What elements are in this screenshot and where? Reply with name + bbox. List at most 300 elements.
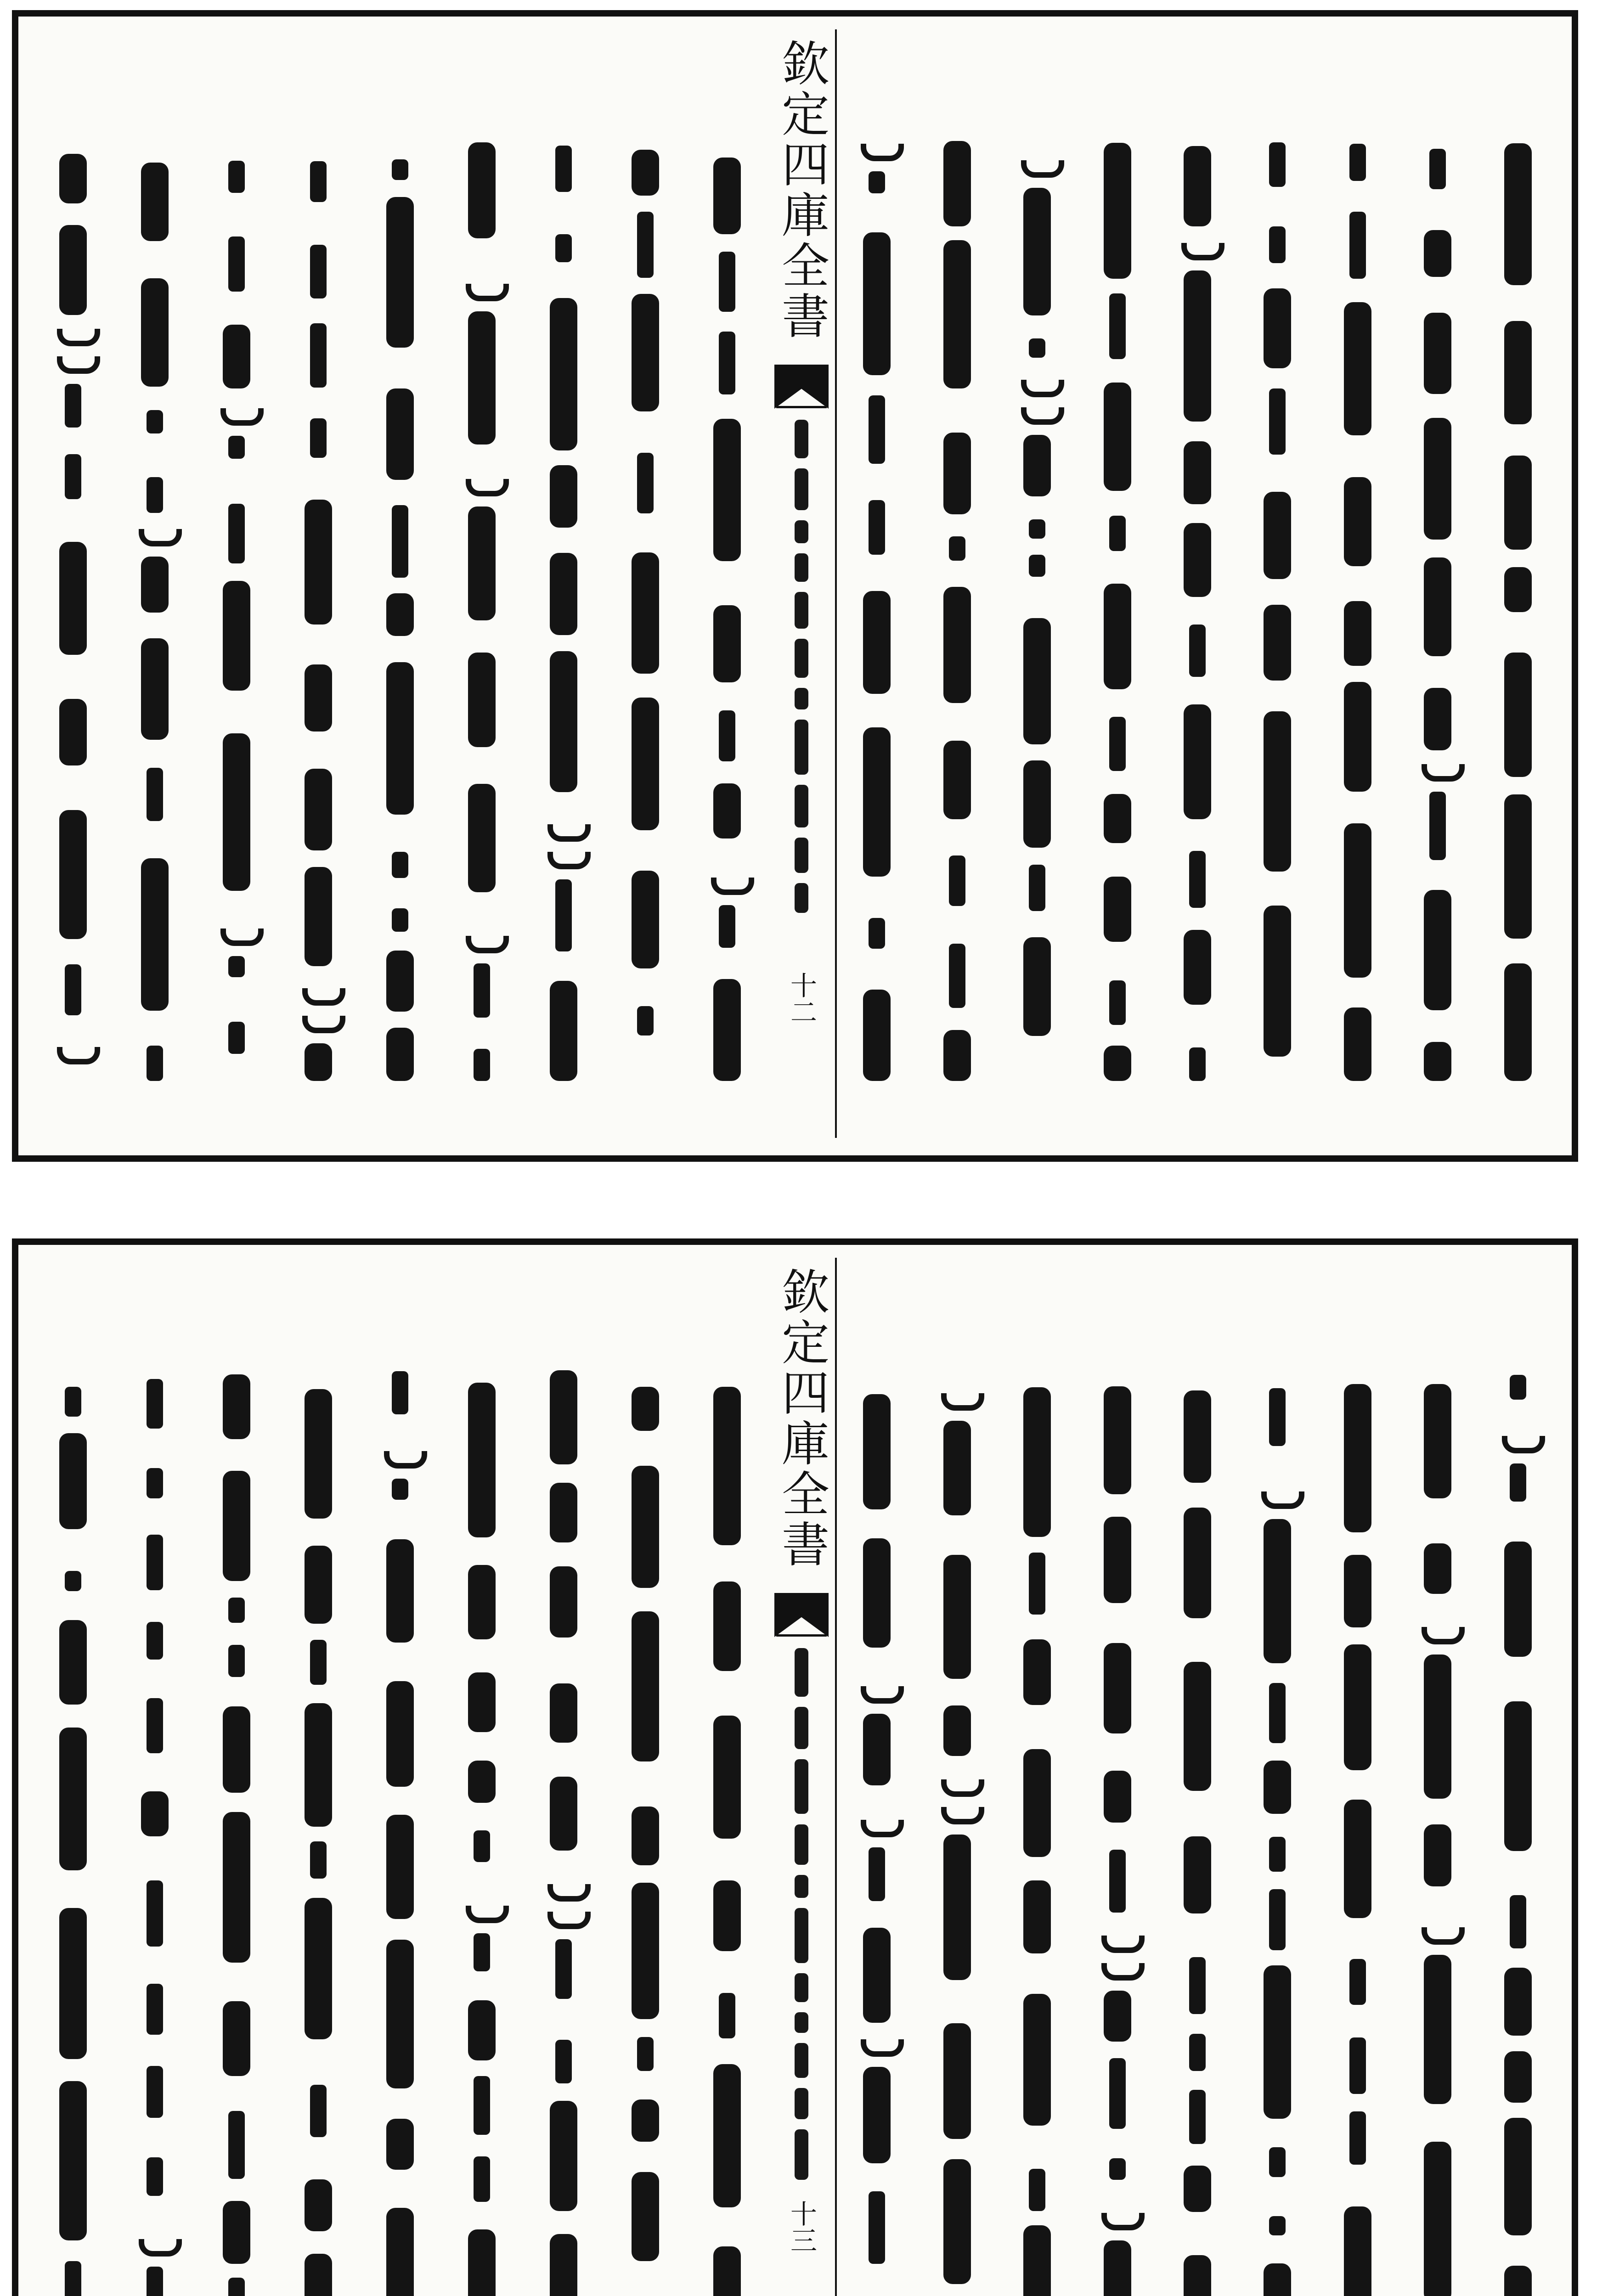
leaf-number-text: 十二: [786, 972, 817, 1025]
manchu-glyph: [863, 727, 891, 876]
manchu-glyph: [147, 2267, 163, 2296]
manchu-glyph: [1104, 584, 1131, 689]
manchu-glyph: [795, 553, 808, 582]
manchu-glyph: [1101, 1936, 1145, 1953]
manchu-text-column: [1088, 1363, 1147, 2296]
manchu-glyph: [632, 552, 659, 674]
manchu-glyph: [941, 1393, 984, 1411]
manchu-text-column: [697, 1363, 757, 2296]
manchu-glyph: [949, 855, 965, 906]
manchu-glyph: [943, 1705, 971, 1756]
manchu-glyph: [474, 2156, 490, 2202]
manchu-glyph: [1104, 1771, 1131, 1822]
manchu-glyph: [1269, 2216, 1286, 2235]
manchu-glyph: [719, 332, 735, 394]
manchu-glyph: [1104, 1386, 1131, 1494]
manchu-glyph: [555, 234, 572, 262]
manchu-glyph: [139, 2239, 182, 2257]
manchu-text-column: [1007, 1363, 1067, 2296]
manchu-glyph: [59, 810, 87, 939]
manchu-text-column: [125, 1363, 185, 2296]
manchu-glyph: [1344, 682, 1371, 792]
manchu-glyph: [392, 908, 408, 932]
manchu-glyph: [1184, 2166, 1211, 2212]
manchu-glyph: [305, 1546, 332, 1624]
manchu-glyph: [310, 418, 327, 458]
manchu-glyph: [1184, 1662, 1211, 1791]
manchu-glyph: [141, 858, 169, 1011]
manchu-glyph: [713, 605, 741, 682]
manchu-glyph: [1504, 2118, 1532, 2236]
manchu-glyph: [863, 232, 891, 375]
manchu-glyph: [1264, 1761, 1291, 1814]
manchu-glyph: [1109, 2058, 1126, 2129]
manchu-glyph: [1429, 149, 1446, 189]
manchu-glyph: [1344, 302, 1371, 435]
manchu-glyph: [468, 784, 496, 892]
manchu-glyph: [1422, 1627, 1465, 1644]
manchu-glyph: [943, 1555, 971, 1679]
manchu-glyph: [223, 733, 250, 891]
manchu-glyph: [310, 1841, 327, 1878]
manchu-glyph: [468, 2000, 496, 2060]
manchu-text-column: [1328, 135, 1388, 1090]
right-page-text-block: [835, 29, 1558, 1138]
manchu-glyph: [713, 2064, 741, 2207]
manchu-glyph: [57, 1047, 100, 1064]
manchu-glyph: [1349, 212, 1366, 279]
manchu-glyph: [1029, 865, 1045, 911]
manchu-glyph: [468, 653, 496, 748]
manchu-glyph: [305, 1703, 332, 1827]
manchu-glyph: [941, 1807, 984, 1824]
manchu-glyph: [1269, 388, 1286, 455]
manchu-glyph: [305, 2179, 332, 2232]
manchu-glyph: [869, 171, 885, 193]
manchu-glyph: [1184, 523, 1211, 597]
right-page-text-block: [835, 1258, 1558, 2296]
manchu-glyph: [1264, 1519, 1291, 1663]
manchu-text-column: [288, 1363, 348, 2296]
manchu-glyph: [1023, 760, 1051, 848]
manchu-glyph: [550, 1566, 577, 1638]
manchu-text-column: [1088, 135, 1147, 1090]
manchu-glyph: [228, 161, 245, 193]
manchu-glyph: [1422, 1927, 1465, 1945]
manchu-glyph: [713, 1716, 741, 1839]
manchu-glyph: [550, 1683, 577, 1743]
manchu-glyph: [305, 1389, 332, 1519]
manchu-glyph: [1269, 226, 1286, 263]
manchu-glyph: [1023, 1639, 1051, 1705]
manchu-glyph: [147, 2066, 163, 2118]
manchu-glyph: [1344, 1555, 1371, 1627]
manchu-glyph: [713, 2246, 741, 2296]
manchu-glyph: [1344, 1007, 1371, 1081]
manchu-glyph: [795, 639, 808, 678]
manchu-glyph: [550, 651, 577, 792]
manchu-glyph: [632, 1466, 659, 1588]
manchu-glyph: [632, 1387, 659, 1430]
manchu-glyph: [223, 1374, 250, 1440]
manchu-text-column: [452, 135, 512, 1090]
manchu-glyph: [1104, 2240, 1131, 2296]
manchu-text-column: [1328, 1363, 1388, 2296]
manchu-glyph: [305, 769, 332, 850]
manchu-glyph: [1344, 1644, 1371, 1770]
manchu-glyph: [1184, 1390, 1211, 1483]
manchu-glyph: [466, 936, 509, 953]
manchu-glyph: [386, 593, 414, 636]
fishtail-mark: [774, 1593, 829, 1637]
manchu-glyph: [1424, 1824, 1451, 1886]
gutter-rule: [776, 1634, 827, 1637]
manchu-glyph: [386, 662, 414, 814]
manchu-glyph: [713, 419, 741, 561]
manchu-glyph: [386, 2119, 414, 2170]
manchu-glyph: [1023, 618, 1051, 744]
manchu-glyph: [305, 867, 332, 966]
manchu-glyph: [223, 581, 250, 690]
manchu-glyph: [65, 1387, 81, 1417]
manchu-glyph: [711, 878, 754, 895]
manchu-glyph: [1424, 1654, 1451, 1799]
manchu-glyph: [1023, 435, 1051, 496]
manchu-glyph: [474, 1830, 490, 1862]
manchu-glyph: [147, 768, 163, 821]
manchu-glyph: [1344, 601, 1371, 666]
manchu-glyph: [1424, 1042, 1451, 1081]
manchu-glyph: [863, 1538, 891, 1648]
manchu-glyph: [795, 2129, 808, 2180]
manchu-glyph: [1184, 1836, 1211, 1913]
manchu-glyph: [1023, 937, 1051, 1036]
manchu-glyph: [1424, 2142, 1451, 2296]
manchu-glyph: [632, 2099, 659, 2142]
manchu-glyph: [310, 245, 327, 299]
manchu-glyph: [1184, 270, 1211, 422]
manchu-glyph: [795, 2043, 808, 2078]
manchu-glyph: [1104, 1991, 1131, 2041]
leaf-number-text: 十三: [786, 2200, 817, 2253]
manchu-glyph: [795, 1648, 808, 1697]
manchu-glyph: [1261, 1491, 1304, 1509]
manchu-glyph: [147, 1984, 163, 2035]
manchu-glyph: [141, 278, 169, 387]
manchu-glyph: [861, 1686, 904, 1704]
manchu-glyph: [1184, 441, 1211, 504]
manchu-glyph: [1269, 1837, 1286, 1872]
gutter-leaf-number: [768, 2185, 835, 2268]
manchu-glyph: [550, 553, 577, 635]
manchu-glyph: [943, 1835, 971, 1980]
manchu-glyph: [1424, 1384, 1451, 1498]
manchu-glyph: [65, 964, 81, 1015]
manchu-glyph: [632, 2172, 659, 2261]
manchu-glyph: [550, 1370, 577, 1464]
manchu-glyph: [637, 212, 654, 278]
manchu-text-column: [1168, 1363, 1227, 2296]
manchu-glyph: [1264, 605, 1291, 681]
manchu-glyph: [386, 197, 414, 347]
manchu-glyph: [795, 1973, 808, 2002]
manchu-glyph: [1269, 142, 1286, 187]
manchu-glyph: [310, 1640, 327, 1685]
center-gutter: [768, 29, 835, 1138]
manchu-text-column: [615, 1363, 675, 2296]
manchu-text-column: [1488, 135, 1548, 1090]
manchu-glyph: [139, 529, 182, 546]
manchu-glyph: [305, 500, 332, 625]
manchu-glyph: [1504, 2051, 1532, 2103]
manchu-glyph: [386, 951, 414, 1012]
manchu-glyph: [305, 664, 332, 732]
manchu-glyph: [228, 1022, 245, 1053]
manchu-text-column: [452, 1363, 512, 2296]
manchu-glyph: [869, 500, 885, 555]
manchu-glyph: [1504, 653, 1532, 777]
manchu-glyph: [550, 981, 577, 1081]
manchu-glyph: [1424, 1543, 1451, 1593]
manchu-glyph: [1269, 2147, 1286, 2178]
manchu-glyph: [1184, 1508, 1211, 1618]
manchu-glyph: [632, 871, 659, 968]
manchu-glyph: [1104, 1517, 1131, 1603]
manchu-glyph: [1510, 1375, 1526, 1400]
manchu-glyph: [59, 1728, 87, 1870]
manchu-text-column: [1168, 135, 1227, 1090]
manchu-glyph: [223, 2201, 250, 2264]
manchu-glyph: [941, 1779, 984, 1797]
manchu-glyph: [795, 420, 808, 458]
manchu-text-column: [847, 135, 907, 1090]
manchu-glyph: [943, 2159, 971, 2284]
manchu-glyph: [468, 506, 496, 621]
manchu-glyph: [863, 1714, 891, 1785]
manchu-glyph: [863, 591, 891, 694]
manchu-glyph: [555, 879, 572, 951]
manchu-glyph: [1109, 2158, 1126, 2180]
manchu-glyph: [1264, 711, 1291, 872]
manchu-glyph: [795, 1875, 808, 1898]
manchu-glyph: [1023, 1387, 1051, 1536]
manchu-text-column: [1408, 1363, 1467, 2296]
manchu-glyph: [1104, 1046, 1131, 1081]
manchu-glyph: [949, 536, 965, 561]
manchu-glyph: [141, 1791, 169, 1836]
manchu-glyph: [386, 1681, 414, 1787]
manchu-glyph: [1029, 338, 1045, 358]
manchu-glyph: [468, 311, 496, 445]
manchu-glyph: [466, 479, 509, 496]
manchu-glyph: [1344, 1800, 1371, 1919]
manchu-glyph: [392, 1371, 408, 1414]
manchu-glyph: [1184, 930, 1211, 1005]
manchu-glyph: [1424, 418, 1451, 540]
manchu-glyph: [147, 1379, 163, 1429]
left-page-text-block: [32, 1258, 770, 2296]
manchu-glyph: [795, 592, 808, 629]
manchu-glyph: [1104, 383, 1131, 491]
manchu-glyph: [1184, 704, 1211, 819]
manchu-glyph: [547, 824, 591, 842]
manchu-glyph: [1504, 794, 1532, 939]
manchu-glyph: [147, 1468, 163, 1498]
manchu-glyph: [59, 2081, 87, 2240]
gutter-leaf-number: [768, 957, 835, 1040]
manchu-glyph: [147, 1622, 163, 1660]
manchu-glyph: [795, 1759, 808, 1814]
manchu-glyph: [863, 2067, 891, 2163]
manchu-glyph: [1269, 1889, 1286, 1950]
manchu-glyph: [1264, 1965, 1291, 2119]
manchu-glyph: [1109, 516, 1126, 551]
manchu-glyph: [1510, 1895, 1526, 1948]
manchu-glyph: [555, 1939, 572, 1999]
book-title-text: 欽定四庫全書: [773, 1267, 829, 1570]
manchu-glyph: [228, 504, 245, 563]
manchu-glyph: [1021, 160, 1064, 178]
manchu-glyph: [1424, 688, 1451, 750]
manchu-glyph: [310, 323, 327, 388]
manchu-glyph: [1424, 313, 1451, 394]
manchu-glyph: [65, 1571, 81, 1591]
manchu-glyph: [1264, 906, 1291, 1057]
manchu-glyph: [1504, 1701, 1532, 1851]
manchu-glyph: [1504, 1968, 1532, 2036]
manchu-glyph: [1104, 794, 1131, 843]
manchu-glyph: [1264, 2263, 1291, 2296]
manchu-glyph: [65, 384, 81, 428]
manchu-glyph: [1504, 2266, 1532, 2296]
manchu-glyph: [795, 1908, 808, 1963]
manchu-glyph: [1181, 243, 1224, 260]
manchu-glyph: [1189, 1957, 1206, 2014]
manchu-text-column: [927, 1363, 987, 2296]
manchu-glyph: [59, 154, 87, 203]
bottom-sheet: [12, 1238, 1578, 2296]
manchu-glyph: [1504, 456, 1532, 550]
gutter-manchu-title: [791, 1648, 812, 2176]
manchu-glyph: [1504, 143, 1532, 285]
manchu-glyph: [65, 2261, 81, 2296]
manchu-glyph: [1189, 625, 1206, 676]
manchu-text-column: [927, 135, 987, 1090]
manchu-glyph: [468, 1565, 496, 1639]
manchu-glyph: [305, 1043, 332, 1081]
manchu-glyph: [384, 1451, 427, 1469]
manchu-glyph: [1422, 764, 1465, 782]
manchu-glyph: [795, 688, 808, 709]
manchu-glyph: [1189, 851, 1206, 908]
left-page-text-block: [32, 29, 770, 1138]
manchu-glyph: [795, 883, 808, 913]
manchu-glyph: [795, 1707, 808, 1749]
manchu-glyph: [1021, 380, 1064, 397]
manchu-glyph: [228, 2278, 245, 2296]
manchu-glyph: [555, 2040, 572, 2083]
manchu-glyph: [550, 2101, 577, 2211]
gutter-rule: [776, 406, 827, 408]
manchu-glyph: [943, 141, 971, 226]
manchu-glyph: [223, 325, 250, 389]
manchu-glyph: [719, 710, 735, 761]
manchu-glyph: [1023, 1994, 1051, 2126]
manchu-glyph: [632, 150, 659, 196]
gutter-book-title: [768, 1267, 835, 1598]
manchu-glyph: [468, 1672, 496, 1733]
manchu-glyph: [386, 1539, 414, 1643]
manchu-glyph: [1023, 2225, 1051, 2296]
manchu-glyph: [550, 1483, 577, 1542]
manchu-glyph: [1424, 1955, 1451, 2105]
manchu-text-column: [534, 135, 593, 1090]
manchu-glyph: [1344, 2206, 1371, 2296]
manchu-glyph: [386, 2208, 414, 2296]
manchu-glyph: [863, 990, 891, 1081]
manchu-glyph: [147, 1880, 163, 1947]
manchu-glyph: [392, 159, 408, 180]
manchu-glyph: [468, 1383, 496, 1537]
manchu-text-column: [697, 135, 757, 1090]
manchu-glyph: [392, 505, 408, 578]
manchu-glyph: [1101, 1963, 1145, 1981]
center-gutter: [768, 1258, 835, 2296]
manchu-glyph: [228, 956, 245, 977]
manchu-glyph: [466, 284, 509, 301]
manchu-glyph: [228, 2111, 245, 2179]
manchu-glyph: [1029, 2169, 1045, 2211]
manchu-glyph: [1189, 2034, 1206, 2071]
manchu-glyph: [310, 161, 327, 202]
manchu-glyph: [795, 1824, 808, 1865]
manchu-glyph: [474, 2076, 490, 2134]
manchu-glyph: [1424, 890, 1451, 1010]
manchu-glyph: [795, 520, 808, 543]
manchu-glyph: [147, 1698, 163, 1753]
manchu-glyph: [1184, 2255, 1211, 2296]
manchu-text-column: [125, 135, 185, 1090]
manchu-glyph: [1349, 2111, 1366, 2165]
manchu-glyph: [1189, 2090, 1206, 2144]
manchu-glyph: [223, 2001, 250, 2077]
manchu-text-column: [615, 135, 675, 1090]
manchu-glyph: [550, 1777, 577, 1851]
manchu-glyph: [632, 294, 659, 411]
manchu-glyph: [1344, 823, 1371, 978]
manchu-glyph: [147, 410, 163, 433]
manchu-glyph: [1029, 1553, 1045, 1615]
manchu-glyph: [713, 783, 741, 839]
manchu-glyph: [1104, 143, 1131, 279]
manchu-glyph: [220, 408, 264, 426]
manchu-glyph: [302, 1016, 345, 1033]
manchu-glyph: [1023, 188, 1051, 315]
manchu-glyph: [1109, 293, 1126, 359]
manchu-glyph: [386, 388, 414, 480]
manchu-glyph: [1029, 519, 1045, 539]
manchu-glyph: [1023, 1749, 1051, 1857]
manchu-glyph: [550, 298, 577, 450]
manchu-glyph: [1502, 1436, 1545, 1453]
manchu-glyph: [637, 2037, 654, 2071]
manchu-glyph: [386, 1028, 414, 1081]
manchu-glyph: [1429, 792, 1446, 860]
manchu-glyph: [1349, 144, 1366, 180]
manchu-text-column: [1247, 135, 1307, 1090]
top-sheet: [12, 10, 1578, 1162]
manchu-glyph: [1104, 877, 1131, 942]
